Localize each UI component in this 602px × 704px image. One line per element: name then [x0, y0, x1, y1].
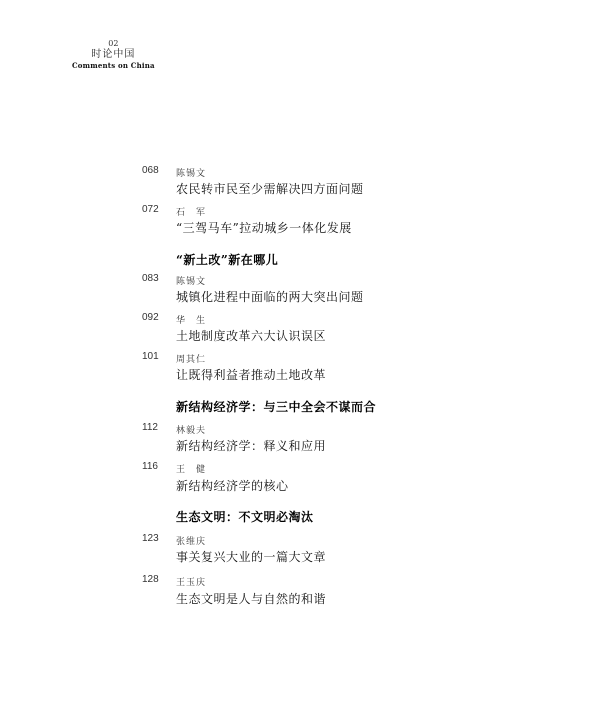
toc-page-number: 072 [142, 204, 159, 215]
toc-article-title[interactable]: 农民转市民至少需解决四方面问题 [176, 182, 364, 196]
toc-page-number: 112 [142, 422, 158, 433]
book-title-chinese: 时论中国 [91, 49, 136, 60]
toc-author: 陈锡文 [176, 169, 207, 179]
toc-section-heading[interactable]: 新结构经济学：与三中全会不谋而合 [176, 400, 377, 414]
toc-article-title[interactable]: “三驾马车”拉动城乡一体化发展 [176, 221, 352, 235]
toc-page-number: 068 [142, 165, 159, 176]
toc-page-number: 123 [142, 533, 159, 544]
toc-article-title[interactable]: 新结构经济学的核心 [176, 479, 289, 493]
toc-article-title[interactable]: 城镇化进程中面临的两大突出问题 [176, 290, 364, 304]
toc-page-number: 128 [142, 574, 159, 585]
toc-page-number: 092 [142, 312, 159, 323]
toc-author: 华 生 [176, 316, 207, 326]
toc-page-number: 101 [142, 351, 159, 362]
toc-section-heading[interactable]: 生态文明：不文明必淘汰 [176, 510, 314, 524]
toc-article-title[interactable]: 生态文明是人与自然的和谐 [176, 592, 327, 606]
toc-article-title[interactable]: 事关复兴大业的一篇大文章 [176, 550, 327, 564]
toc-article-title[interactable]: 新结构经济学：释义和应用 [176, 439, 327, 453]
toc-author: 石 军 [176, 208, 207, 218]
toc-section-heading[interactable]: “新土改”新在哪儿 [176, 253, 279, 267]
toc-page-number: 116 [142, 461, 158, 472]
page-number: 02 [108, 39, 119, 48]
toc-author: 周其仁 [176, 355, 207, 365]
book-title-english: Comments on China [72, 61, 155, 70]
toc-author: 王玉庆 [176, 578, 207, 588]
toc-author: 林毅夫 [176, 426, 207, 436]
toc-author: 张维庆 [176, 537, 207, 547]
toc-author: 陈锡文 [176, 277, 207, 287]
toc-page-number: 083 [142, 273, 159, 284]
toc-article-title[interactable]: 让既得利益者推动土地改革 [176, 368, 327, 382]
toc-author: 王 健 [176, 465, 207, 475]
toc-article-title[interactable]: 土地制度改革六大认识误区 [176, 329, 327, 343]
